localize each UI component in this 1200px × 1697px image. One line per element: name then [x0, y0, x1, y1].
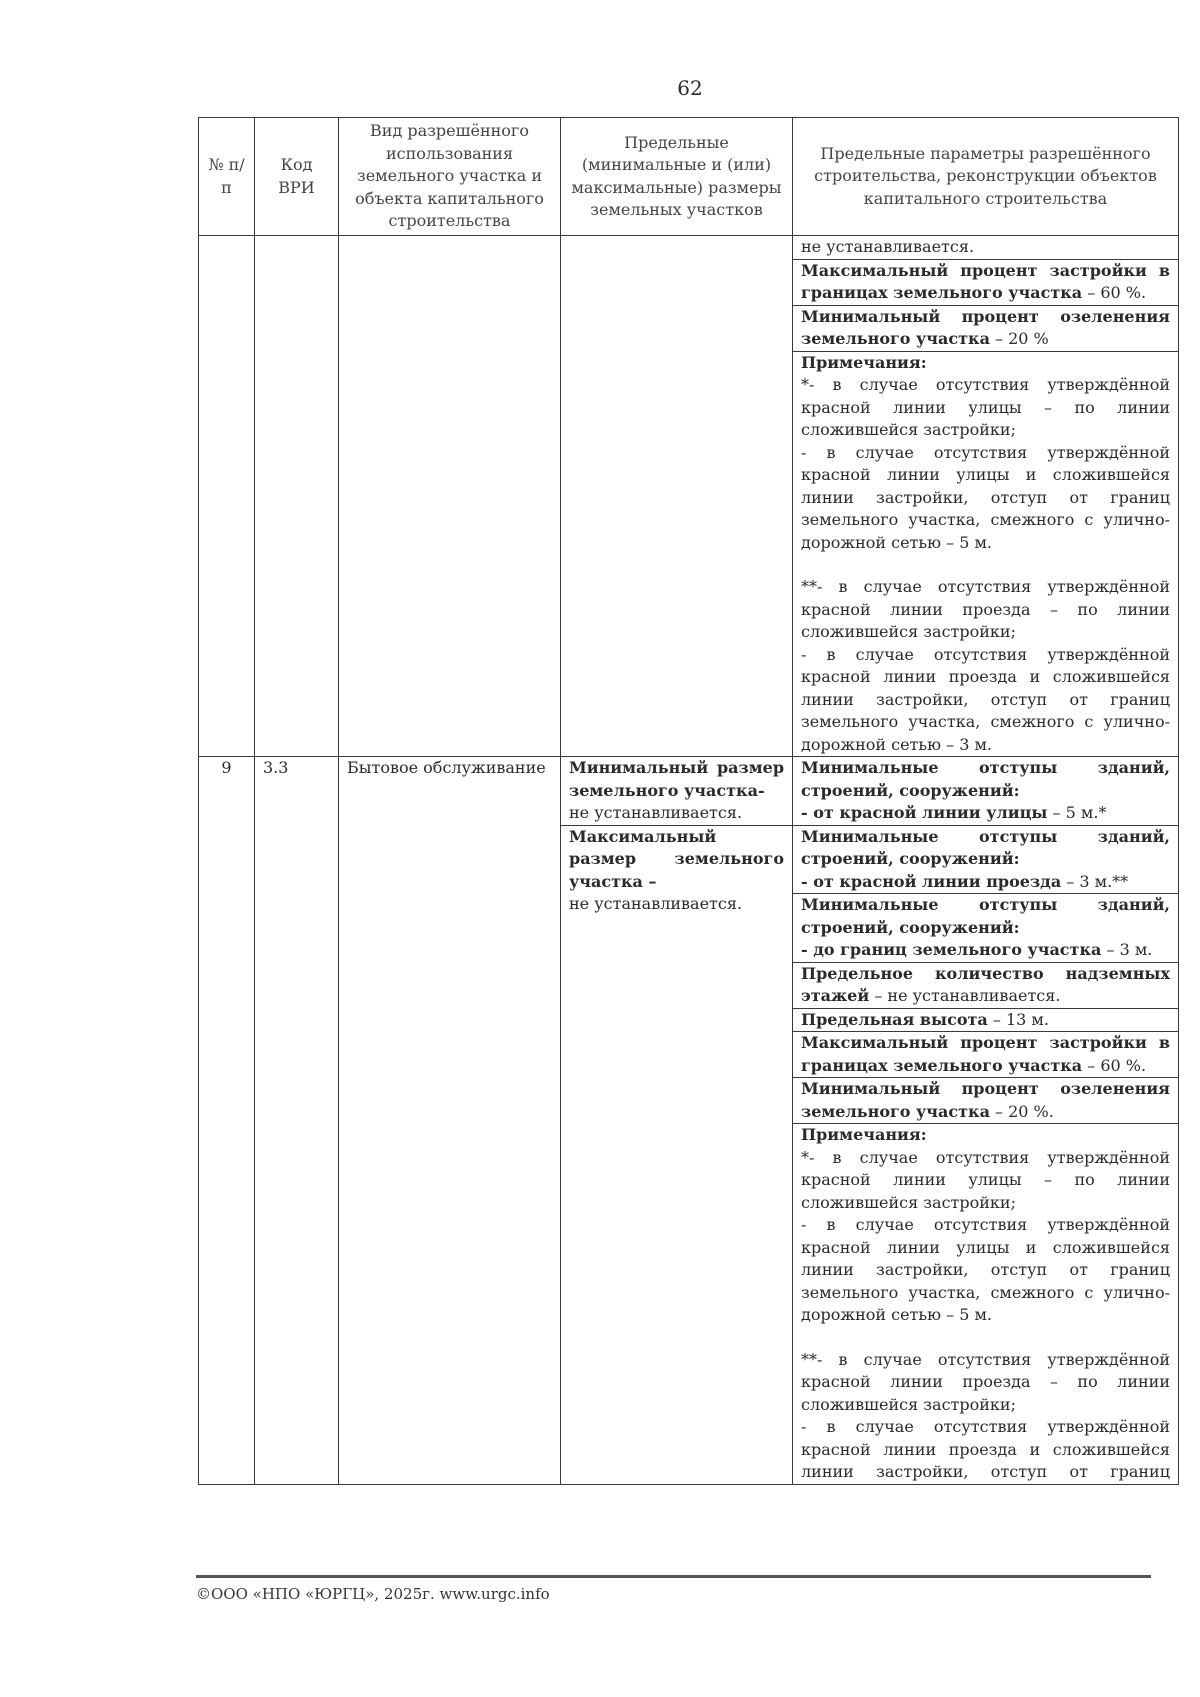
cell-number: 9 [199, 757, 255, 1485]
cell-min-plot-size [561, 757, 793, 826]
table-row [199, 757, 1179, 826]
param-label: Минимальные отступы зданий, строений, сооружений: [801, 826, 1170, 868]
cell-code: 3.3 [255, 757, 339, 1485]
param-label: Минимальный процент озеленения земельного участка [801, 306, 1170, 348]
param-cell [793, 1008, 1179, 1032]
param-cell [793, 757, 1179, 826]
param-text: не устанавливается. [801, 237, 975, 256]
table-header-row [199, 118, 1179, 236]
min-size-value: не устанавливается. [569, 803, 743, 822]
param-cell [793, 305, 1179, 351]
note-item: *- в случае отсутствия утверждённой красной линии улицы – по линии сложившейся застройки; [801, 1147, 1170, 1212]
param-label: Минимальный процент озеленения земельного участка [801, 1079, 1170, 1121]
param-cell [793, 1032, 1179, 1078]
param-label: Предельная высота [801, 1009, 988, 1029]
param-label: Минимальные отступы зданий, строений, сооружений: [801, 895, 1170, 937]
param-value: – 60 %. [1082, 283, 1147, 302]
param-label: Максимальный процент застройки в границах земельного участка [801, 260, 1170, 302]
cell-code [255, 236, 339, 757]
cell-max-plot-size [561, 825, 793, 1484]
note-item: **- в случае отсутствия утверждённой красной линии проезда – по линии сложившейся застройки; [801, 1349, 1170, 1414]
param-value: – 20 %. [989, 1101, 1054, 1121]
param-cell [793, 825, 1179, 894]
param-label: - до границ земельного участка [801, 940, 1102, 959]
param-label: Предельное количество надземных этажей [801, 963, 1170, 1005]
notes-title: Примечания: [801, 352, 927, 372]
cell-plot-size [561, 236, 793, 757]
header-use-type: Вид разрешённого использования земельного участка и объекта капитального строительства [339, 118, 561, 236]
param-value: – 20 % [989, 329, 1049, 348]
param-value: – 3 м.** [1061, 871, 1129, 891]
note-item: - в случае отсутствия утверждённой красной линии проезда и сложившейся линии застройки, отступ от границ [801, 1417, 1170, 1481]
note-item: - в случае отсутствия утверждённой красной линии улицы и сложившейся линии застройки, отступ от границ земельного участка, смежного с улично-дорожной сетью – 5 м. [801, 1215, 1170, 1324]
param-label: Минимальные отступы зданий, строений, сооружений: [801, 758, 1170, 800]
param-value: – не устанавливается. [869, 986, 1061, 1005]
page-number: 62 [677, 76, 703, 100]
cell-use-type [339, 236, 561, 757]
notes-cell [793, 1124, 1179, 1485]
header-number: № п/п [199, 118, 255, 236]
param-value: – 3 м. [1101, 940, 1153, 959]
notes-cell [793, 351, 1179, 757]
table-row [199, 236, 1179, 260]
param-value: – 5 м.* [1047, 803, 1107, 822]
zoning-table [198, 117, 1179, 1485]
param-cell [793, 962, 1179, 1008]
header-plot-size: Предельные (минимальные и (или) максимальные) размеры земельных участков [561, 118, 793, 236]
param-cell [793, 1078, 1179, 1124]
header-parameters: Предельные параметры разрешённого строительства, реконструкции объектов капитального строительства [793, 118, 1179, 236]
param-cell [793, 259, 1179, 305]
param-label: - от красной линии проезда [801, 871, 1062, 891]
header-code: Код ВРИ [255, 118, 339, 236]
param-value: – 60 %. [1082, 1055, 1147, 1075]
max-size-value: не устанавливается. [569, 894, 743, 913]
footer-copyright: ©ООО «НПО «ЮРГЦ», 2025г. www.urgc.info [196, 1585, 550, 1603]
notes-title: Примечания: [801, 1125, 927, 1144]
note-item: *- в случае отсутствия утверждённой красной линии улицы – по линии сложившейся застройки; [801, 375, 1170, 439]
param-label: Максимальный процент застройки в границах земельного участка [801, 1033, 1170, 1075]
cell-number [199, 236, 255, 757]
note-item: **- в случае отсутствия утверждённой красной линии проезда – по линии сложившейся застройки; [801, 577, 1170, 641]
cell-use-type: Бытовое обслуживание [339, 757, 561, 1485]
footer-divider [196, 1575, 1151, 1578]
note-item: - в случае отсутствия утверждённой красной линии улицы и сложившейся линии застройки, отступ от границ земельного участка, смежного с улично-дорожной сетью – 5 м. [801, 442, 1170, 552]
param-cell [793, 894, 1179, 963]
min-size-label: Минимальный размер земельного участка- [569, 758, 784, 800]
note-item: - в случае отсутствия утверждённой красной линии проезда и сложившейся линии застройки, отступ от границ земельного участка, смежного с улично-дорожной сетью – 3 м. [801, 644, 1170, 754]
max-size-label: Максимальный размер земельного участка – [569, 826, 784, 891]
param-label: - от красной линии улицы [801, 803, 1048, 822]
param-cell [793, 236, 1179, 260]
param-value: – 13 м. [987, 1009, 1049, 1029]
